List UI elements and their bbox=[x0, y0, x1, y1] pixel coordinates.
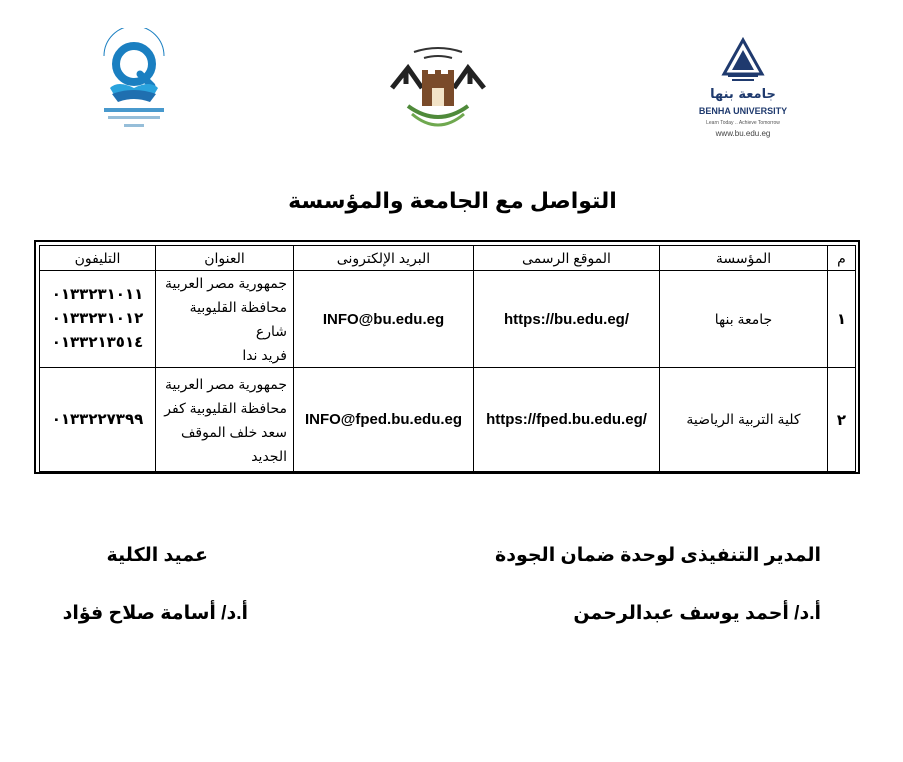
svg-text:www.bu.edu.eg: www.bu.edu.eg bbox=[715, 129, 771, 138]
header-website: الموقع الرسمى bbox=[474, 246, 660, 271]
table-row bbox=[40, 368, 856, 472]
dean-title: عميد الكلية bbox=[106, 545, 208, 566]
header-address: العنوان bbox=[156, 246, 294, 271]
website-link[interactable]: https://bu.edu.eg/ bbox=[474, 271, 660, 368]
faculty-physical-education-logo bbox=[386, 44, 490, 136]
page-title-text: التواصل مع الجامعة والمؤسسة bbox=[288, 188, 617, 213]
svg-text:BENHA UNIVERSITY: BENHA UNIVERSITY bbox=[698, 106, 788, 116]
address-line: محافظة القليوبية كفر bbox=[164, 399, 287, 416]
phone-number: ٠١٣٣٢٣١٠١١ bbox=[51, 286, 144, 303]
phone-number: ٠١٣٣٢١٣٥١٤ bbox=[51, 334, 144, 351]
benha-university-logo bbox=[692, 36, 794, 140]
address-cell bbox=[156, 368, 294, 472]
phone-cell bbox=[40, 368, 156, 472]
table-row bbox=[40, 271, 856, 368]
phone-number: ٠١٣٣٢٢٧٣٩٩ bbox=[51, 410, 144, 428]
address-line: جمهورية مصر العربية bbox=[164, 375, 287, 392]
row-number: ٢ bbox=[828, 368, 856, 472]
header-number: م bbox=[828, 246, 856, 271]
email-link[interactable]: INFO@bu.edu.eg bbox=[294, 271, 474, 368]
institution-name: جامعة بنها bbox=[660, 271, 828, 368]
address-line: سعد خلف الموقف bbox=[180, 423, 287, 440]
header-email: البريد الإلكترونى bbox=[294, 246, 474, 271]
address-cell bbox=[156, 271, 294, 368]
institution-name: كلية التربية الرياضية bbox=[660, 368, 828, 472]
email-link[interactable]: INFO@fped.bu.edu.eg bbox=[294, 368, 474, 472]
dean-name: أ.د/ أسامة صلاح فؤاد bbox=[62, 603, 248, 624]
svg-text:Learn Today .. Achieve Tomorro: Learn Today .. Achieve Tomorrow bbox=[706, 120, 780, 126]
contact-table bbox=[39, 245, 856, 472]
director-name: أ.د/ أحمد يوسف عبدالرحمن bbox=[573, 603, 821, 624]
address-line: الجديد bbox=[251, 447, 287, 464]
address-line: محافظة القليوبية شارع bbox=[189, 299, 287, 339]
phone-cell bbox=[40, 271, 156, 368]
address-line: جمهورية مصر العربية bbox=[164, 275, 287, 291]
director-title: المدير التنفيذى لوحدة ضمان الجودة bbox=[494, 545, 821, 566]
table-header-row bbox=[40, 246, 856, 271]
phone-number: ٠١٣٣٢٣١٠١٢ bbox=[51, 310, 144, 327]
row-number: ١ bbox=[828, 271, 856, 368]
contact-table-frame bbox=[34, 240, 860, 474]
header-phone: التليفون bbox=[40, 246, 156, 271]
header-institution: المؤسسة bbox=[660, 246, 828, 271]
address-line: فريد ندا bbox=[242, 347, 287, 363]
quality-assurance-unit-logo bbox=[96, 28, 172, 140]
website-link[interactable]: https://fped.bu.edu.eg/ bbox=[474, 368, 660, 472]
svg-text:جامعة بنها: جامعة بنها bbox=[710, 87, 776, 102]
page-title bbox=[0, 188, 903, 214]
